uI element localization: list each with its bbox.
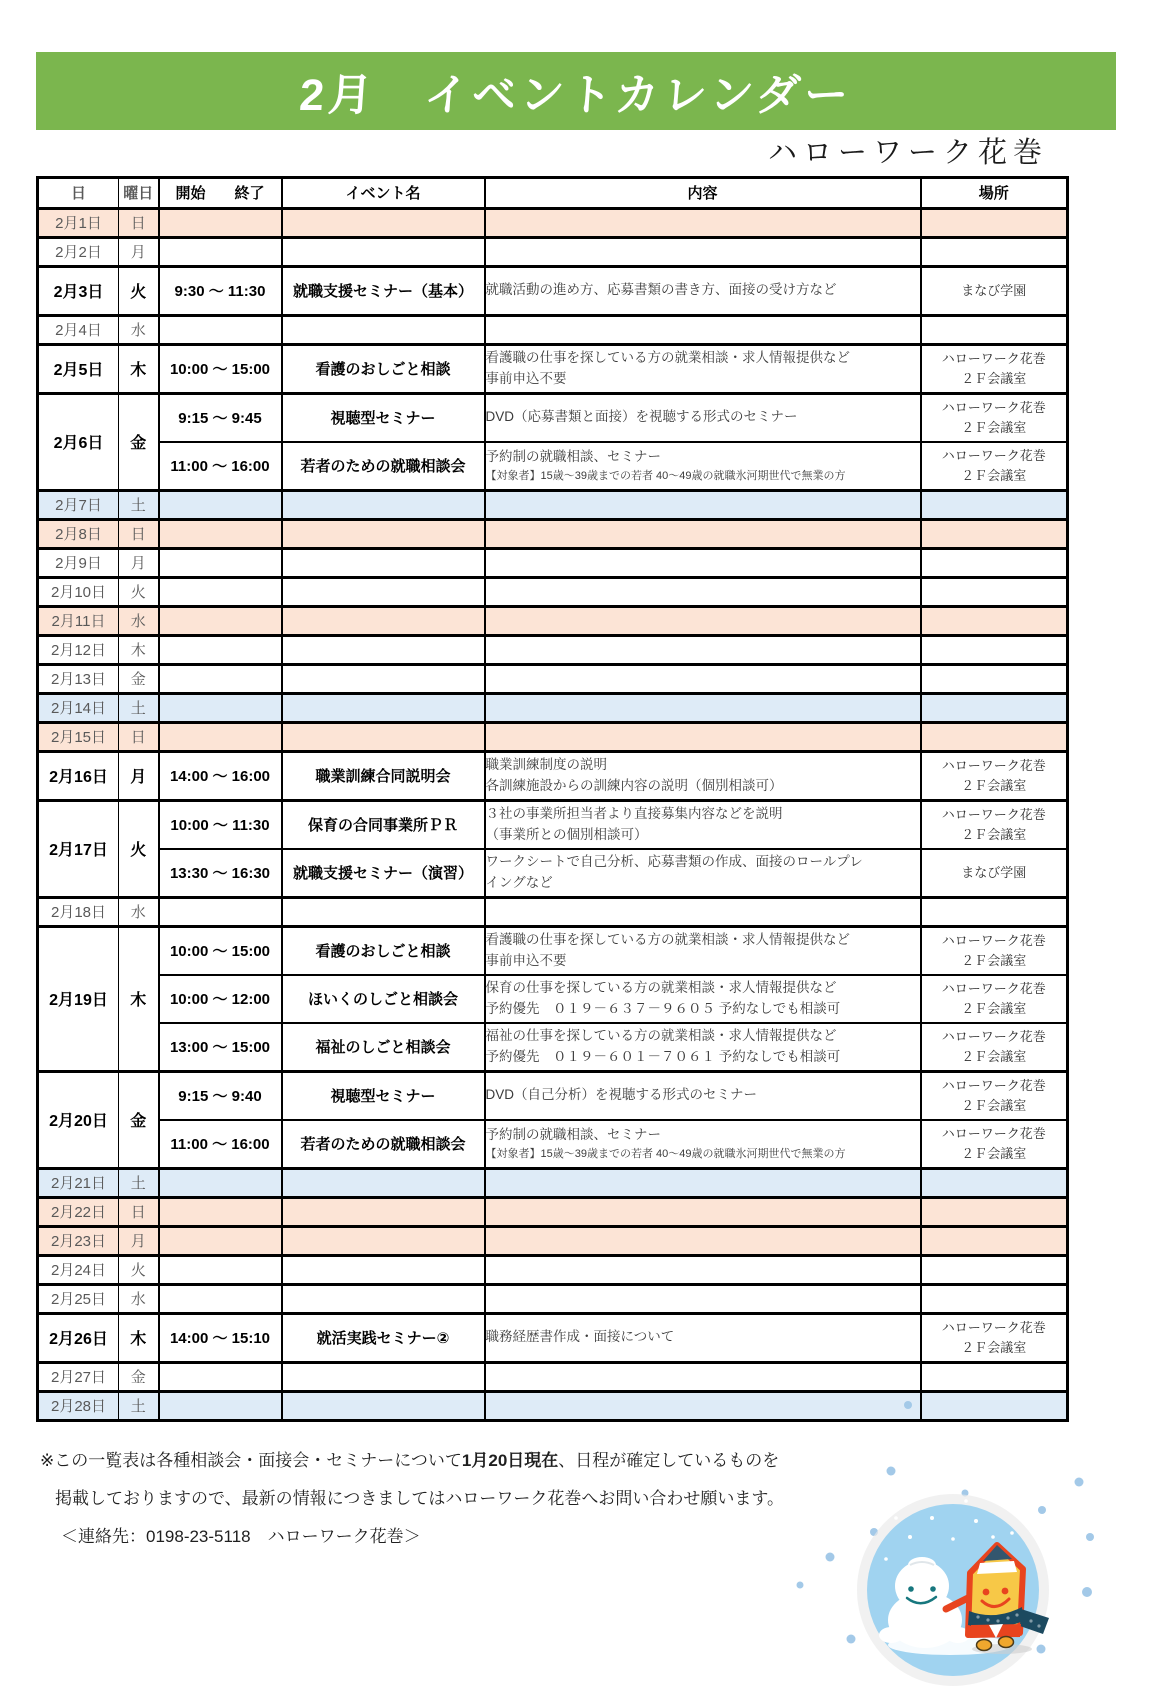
event-name-cell: 就職支援セミナー（演習） — [282, 849, 485, 898]
place-cell — [921, 442, 1068, 491]
calendar-row — [38, 664, 1068, 693]
content-line: 【対象者】15歳～39歳までの若者 40～49歳の就職氷河期世代で無業の方 — [485, 1147, 846, 1160]
place-line: ハローワーク花巻 — [941, 351, 1046, 367]
time-cell — [159, 1284, 282, 1313]
content-cell — [485, 897, 921, 926]
place-cell — [921, 722, 1068, 751]
time-cell: 10:00 ～ 15:00 — [159, 344, 282, 393]
place-cell — [921, 1255, 1068, 1284]
event-name-cell: 看護のおしごと相談 — [282, 344, 485, 393]
header-event-name: イベント名 — [282, 177, 485, 208]
place-cell — [921, 800, 1068, 849]
content-line: イングなど — [485, 874, 553, 890]
note-line-2: 掲載しておりますので、最新の情報につきましてはハローワーク花巻へお問い合わせ願います。 — [55, 1489, 784, 1509]
event-name-cell — [282, 490, 485, 519]
calendar-row — [38, 519, 1068, 548]
content-line: 予約優先 ０１９－６０１－７０６１ 予約なしでも相談可 — [485, 1048, 841, 1064]
content-cell — [485, 315, 921, 344]
content-cell — [485, 975, 921, 1023]
date-cell: 2月2日 — [38, 237, 119, 266]
place-line: ２Ｆ会議室 — [961, 419, 1027, 435]
date-cell: 2月25日 — [38, 1284, 119, 1313]
content-cell — [485, 1255, 921, 1284]
event-name-cell: 就職支援セミナー（基本） — [282, 266, 485, 315]
dow-cell: 日 — [119, 722, 159, 751]
content-line: 予約制の就職相談、セミナー — [485, 1126, 661, 1142]
time-cell — [159, 548, 282, 577]
content-line: 予約優先 ０１９－６３７－９６０５ 予約なしでも相談可 — [485, 1000, 841, 1016]
calendar-row — [38, 1226, 1068, 1255]
dow-cell: 月 — [119, 1226, 159, 1255]
dow-cell: 水 — [119, 315, 159, 344]
calendar-row — [38, 237, 1068, 266]
time-cell — [159, 577, 282, 606]
dow-cell: 水 — [119, 606, 159, 635]
content-line: 事前申込不要 — [485, 952, 567, 968]
time-cell — [159, 1197, 282, 1226]
event-calendar-table — [36, 176, 1069, 1422]
event-name-cell — [282, 897, 485, 926]
time-cell: 10:00 ～ 11:30 — [159, 800, 282, 849]
event-name-cell — [282, 519, 485, 548]
date-cell: 2月13日 — [38, 664, 119, 693]
place-cell — [921, 897, 1068, 926]
date-cell: 2月12日 — [38, 635, 119, 664]
date-cell: 2月5日 — [38, 344, 119, 393]
content-line: DVD（応募書類と面接）を視聴する形式のセミナー — [485, 409, 798, 425]
place-cell — [921, 1313, 1068, 1362]
content-line: 看護職の仕事を探している方の就業相談・求人情報提供など — [485, 349, 850, 365]
time-cell — [159, 1391, 282, 1420]
date-cell: 2月7日 — [38, 490, 119, 519]
place-cell — [921, 606, 1068, 635]
place-cell — [921, 1226, 1068, 1255]
place-cell — [921, 751, 1068, 800]
place-line: ２Ｆ会議室 — [961, 1048, 1027, 1064]
place-line: まなび学園 — [961, 865, 1027, 881]
content-cell — [485, 1023, 921, 1072]
dow-cell: 火 — [119, 800, 159, 897]
content-line: 保育の仕事を探している方の就業相談・求人情報提供など — [485, 979, 837, 995]
date-cell: 2月24日 — [38, 1255, 119, 1284]
header-content: 内容 — [485, 177, 921, 208]
time-cell: 14:00 ～ 16:00 — [159, 751, 282, 800]
event-name-cell — [282, 606, 485, 635]
time-cell: 9:15 ～ 9:45 — [159, 393, 282, 442]
time-cell — [159, 519, 282, 548]
place-cell — [921, 393, 1068, 442]
place-cell — [921, 1168, 1068, 1197]
dow-cell: 土 — [119, 693, 159, 722]
content-cell — [485, 490, 921, 519]
date-cell: 2月9日 — [38, 548, 119, 577]
dow-cell: 火 — [119, 266, 159, 315]
content-cell — [485, 693, 921, 722]
place-line: ハローワーク花巻 — [941, 933, 1046, 949]
dow-cell: 金 — [119, 1362, 159, 1391]
event-name-cell — [282, 1197, 485, 1226]
date-cell: 2月28日 — [38, 1391, 119, 1420]
calendar-row — [38, 1255, 1068, 1284]
place-cell — [921, 926, 1068, 975]
dow-cell: 土 — [119, 1168, 159, 1197]
content-cell — [485, 635, 921, 664]
place-line: ２Ｆ会議室 — [961, 777, 1027, 793]
dow-cell: 火 — [119, 1255, 159, 1284]
calendar-row — [38, 606, 1068, 635]
content-line: 福祉の仕事を探している方の就業相談・求人情報提供など — [485, 1027, 837, 1043]
time-cell — [159, 635, 282, 664]
calendar-row — [38, 722, 1068, 751]
date-cell: 2月19日 — [38, 926, 119, 1071]
calendar-row — [38, 442, 1068, 491]
time-cell: 11:00 ～ 16:00 — [159, 1120, 282, 1169]
place-line: ２Ｆ会議室 — [961, 370, 1027, 386]
content-cell — [485, 237, 921, 266]
event-name-cell — [282, 664, 485, 693]
calendar-row — [38, 926, 1068, 975]
content-line: 事前申込不要 — [485, 370, 567, 386]
calendar-row — [38, 800, 1068, 849]
place-line: ２Ｆ会議室 — [961, 1000, 1027, 1016]
calendar-row — [38, 975, 1068, 1023]
event-name-cell — [282, 548, 485, 577]
time-cell: 10:00 ～ 12:00 — [159, 975, 282, 1023]
dow-cell: 土 — [119, 1391, 159, 1420]
place-cell — [921, 577, 1068, 606]
footer-notes — [40, 1442, 860, 1557]
calendar-header-row — [38, 177, 1068, 208]
place-cell — [921, 1023, 1068, 1072]
content-line: 就職活動の進め方、応募書類の書き方、面接の受け方など — [485, 282, 837, 298]
date-cell: 2月16日 — [38, 751, 119, 800]
time-cell — [159, 208, 282, 237]
event-name-cell: 看護のおしごと相談 — [282, 926, 485, 975]
organization-name: ハローワーク花巻 — [767, 137, 1048, 169]
place-cell — [921, 548, 1068, 577]
date-cell: 2月14日 — [38, 693, 119, 722]
calendar-row — [38, 315, 1068, 344]
time-cell: 11:00 ～ 16:00 — [159, 442, 282, 491]
place-cell — [921, 315, 1068, 344]
dow-cell: 月 — [119, 548, 159, 577]
calendar-row — [38, 344, 1068, 393]
calendar-row — [38, 1284, 1068, 1313]
date-cell: 2月4日 — [38, 315, 119, 344]
place-cell — [921, 1120, 1068, 1169]
place-cell — [921, 635, 1068, 664]
content-cell — [485, 800, 921, 849]
place-line: ハローワーク花巻 — [941, 807, 1046, 823]
date-cell: 2月23日 — [38, 1226, 119, 1255]
date-cell: 2月18日 — [38, 897, 119, 926]
event-name-cell: 若者のための就職相談会 — [282, 1120, 485, 1169]
date-cell: 2月1日 — [38, 208, 119, 237]
calendar-row — [38, 897, 1068, 926]
dow-cell: 日 — [119, 1197, 159, 1226]
content-cell — [485, 344, 921, 393]
event-name-cell — [282, 635, 485, 664]
content-cell — [485, 1313, 921, 1362]
dow-cell: 木 — [119, 1313, 159, 1362]
calendar-row — [38, 490, 1068, 519]
event-name-cell — [282, 722, 485, 751]
place-cell — [921, 208, 1068, 237]
header-place: 場所 — [921, 177, 1068, 208]
header-banner — [36, 52, 1116, 130]
event-name-cell — [282, 1255, 485, 1284]
place-cell — [921, 519, 1068, 548]
date-cell: 2月10日 — [38, 577, 119, 606]
event-name-cell: ほいくのしごと相談会 — [282, 975, 485, 1023]
event-name-cell: 視聴型セミナー — [282, 393, 485, 442]
place-line: ハローワーク花巻 — [941, 400, 1046, 416]
calendar-row — [38, 693, 1068, 722]
content-cell — [485, 519, 921, 548]
place-cell — [921, 1071, 1068, 1120]
date-cell: 2月6日 — [38, 393, 119, 490]
event-name-cell — [282, 237, 485, 266]
dow-cell: 木 — [119, 926, 159, 1071]
time-cell — [159, 1168, 282, 1197]
content-cell — [485, 1120, 921, 1169]
content-cell — [485, 849, 921, 898]
content-line: ワークシートで自己分析、応募書類の作成、面接のロールプレ — [485, 853, 863, 869]
event-name-cell — [282, 1226, 485, 1255]
content-cell — [485, 1226, 921, 1255]
event-name-cell — [282, 208, 485, 237]
header-time — [159, 177, 282, 208]
place-line: ハローワーク花巻 — [941, 981, 1046, 997]
page-title: 2月 イベントカレンダー — [297, 71, 854, 120]
place-cell — [921, 664, 1068, 693]
place-cell — [921, 975, 1068, 1023]
content-line: 各訓練施設からの訓練内容の説明（個別相談可） — [485, 777, 783, 793]
dow-cell: 土 — [119, 490, 159, 519]
content-line: 予約制の就職相談、セミナー — [485, 448, 661, 464]
calendar-row — [38, 1120, 1068, 1169]
time-cell: 10:00 ～ 15:00 — [159, 926, 282, 975]
calendar-row — [38, 1197, 1068, 1226]
content-cell — [485, 548, 921, 577]
place-cell — [921, 1197, 1068, 1226]
event-name-cell — [282, 315, 485, 344]
time-cell — [159, 237, 282, 266]
header-start: 開始 — [175, 185, 206, 203]
dow-cell: 月 — [119, 751, 159, 800]
content-cell — [485, 1284, 921, 1313]
dow-cell: 火 — [119, 577, 159, 606]
content-line: 職業訓練制度の説明 — [485, 756, 607, 772]
time-cell — [159, 664, 282, 693]
content-line: 職務経歴書作成・面接について — [485, 1329, 675, 1345]
content-cell — [485, 208, 921, 237]
content-cell — [485, 442, 921, 491]
calendar-row — [38, 751, 1068, 800]
place-line: まなび学園 — [961, 283, 1027, 299]
event-name-cell — [282, 1362, 485, 1391]
header-date: 日 — [38, 177, 119, 208]
content-cell — [485, 722, 921, 751]
dow-cell: 日 — [119, 208, 159, 237]
dow-cell: 水 — [119, 897, 159, 926]
dow-cell: 金 — [119, 664, 159, 693]
calendar-row — [38, 393, 1068, 442]
dow-cell: 日 — [119, 519, 159, 548]
place-cell — [921, 490, 1068, 519]
place-cell — [921, 1284, 1068, 1313]
calendar-row — [38, 266, 1068, 315]
place-cell — [921, 266, 1068, 315]
time-cell: 9:30 ～ 11:30 — [159, 266, 282, 315]
event-name-cell — [282, 693, 485, 722]
calendar-row — [38, 1313, 1068, 1362]
time-cell: 9:15 ～ 9:40 — [159, 1071, 282, 1120]
content-line: 看護職の仕事を探している方の就業相談・求人情報提供など — [485, 931, 850, 947]
content-cell — [485, 1168, 921, 1197]
place-cell — [921, 344, 1068, 393]
date-cell: 2月17日 — [38, 800, 119, 897]
header-dow: 曜日 — [119, 177, 159, 208]
place-line: ２Ｆ会議室 — [961, 1145, 1027, 1161]
content-cell — [485, 606, 921, 635]
calendar-body — [38, 208, 1068, 1420]
place-cell — [921, 849, 1068, 898]
content-cell — [485, 926, 921, 975]
dow-cell: 木 — [119, 635, 159, 664]
time-cell — [159, 490, 282, 519]
content-cell — [485, 751, 921, 800]
content-cell — [485, 393, 921, 442]
time-cell — [159, 722, 282, 751]
content-cell — [485, 1071, 921, 1120]
event-name-cell: 視聴型セミナー — [282, 1071, 485, 1120]
time-cell — [159, 897, 282, 926]
time-cell — [159, 606, 282, 635]
calendar-row — [38, 208, 1068, 237]
calendar-row — [38, 849, 1068, 898]
contact-line: ＜連絡先：0198-23-5118 ハローワーク花巻＞ — [61, 1527, 421, 1547]
dow-cell: 水 — [119, 1284, 159, 1313]
place-cell — [921, 693, 1068, 722]
event-name-cell — [282, 1391, 485, 1420]
event-name-cell — [282, 1168, 485, 1197]
place-line: ハローワーク花巻 — [941, 1078, 1046, 1094]
calendar-row — [38, 1071, 1068, 1120]
dow-cell: 木 — [119, 344, 159, 393]
time-cell — [159, 1362, 282, 1391]
calendar-row — [38, 635, 1068, 664]
date-cell: 2月22日 — [38, 1197, 119, 1226]
content-cell — [485, 664, 921, 693]
event-name-cell — [282, 1284, 485, 1313]
place-line: ２Ｆ会議室 — [961, 1339, 1027, 1355]
dow-cell: 金 — [119, 393, 159, 490]
place-cell — [921, 237, 1068, 266]
time-cell — [159, 1226, 282, 1255]
date-cell: 2月15日 — [38, 722, 119, 751]
time-cell — [159, 315, 282, 344]
dow-cell: 金 — [119, 1071, 159, 1168]
content-cell — [485, 1197, 921, 1226]
calendar-row — [38, 1168, 1068, 1197]
event-name-cell: 保育の合同事業所ＰＲ — [282, 800, 485, 849]
date-cell: 2月27日 — [38, 1362, 119, 1391]
time-cell: 14:00 ～ 15:10 — [159, 1313, 282, 1362]
place-line: ハローワーク花巻 — [941, 448, 1046, 464]
time-cell: 13:00 ～ 15:00 — [159, 1023, 282, 1072]
event-name-cell: 若者のための就職相談会 — [282, 442, 485, 491]
date-cell: 2月21日 — [38, 1168, 119, 1197]
calendar-row — [38, 548, 1068, 577]
place-line: ２Ｆ会議室 — [961, 952, 1027, 968]
content-cell — [485, 577, 921, 606]
event-name-cell: 就活実践セミナー② — [282, 1313, 485, 1362]
calendar-row — [38, 577, 1068, 606]
header-end: 終了 — [234, 185, 265, 203]
place-line: ２Ｆ会議室 — [961, 467, 1027, 483]
event-name-cell: 職業訓練合同説明会 — [282, 751, 485, 800]
time-cell — [159, 693, 282, 722]
date-cell: 2月11日 — [38, 606, 119, 635]
place-line: ２Ｆ会議室 — [961, 826, 1027, 842]
place-line: ハローワーク花巻 — [941, 1126, 1046, 1142]
dow-cell: 月 — [119, 237, 159, 266]
event-name-cell — [282, 577, 485, 606]
place-line: ２Ｆ会議室 — [961, 1097, 1027, 1113]
content-line: DVD（自己分析）を視聴する形式のセミナー — [485, 1087, 758, 1103]
date-cell: 2月26日 — [38, 1313, 119, 1362]
content-cell — [485, 266, 921, 315]
date-cell: 2月20日 — [38, 1071, 119, 1168]
calendar-row — [38, 1023, 1068, 1072]
time-cell: 13:30 ～ 16:30 — [159, 849, 282, 898]
note-line-1: ※この一覧表は各種相談会・面接会・セミナーについて1月20日現在、日程が確定しているものを — [40, 1450, 780, 1470]
date-cell: 2月3日 — [38, 266, 119, 315]
event-name-cell: 福祉のしごと相談会 — [282, 1023, 485, 1072]
content-line: （事業所との個別相談可） — [485, 826, 648, 842]
content-line: 【対象者】15歳～39歳までの若者 40～49歳の就職氷河期世代で無業の方 — [485, 469, 846, 482]
date-cell: 2月8日 — [38, 519, 119, 548]
place-line: ハローワーク花巻 — [941, 1320, 1046, 1336]
time-cell — [159, 1255, 282, 1284]
content-line: ３社の事業所担当者より直接募集内容などを説明 — [485, 805, 783, 821]
place-line: ハローワーク花巻 — [941, 1029, 1046, 1045]
place-line: ハローワーク花巻 — [941, 758, 1046, 774]
